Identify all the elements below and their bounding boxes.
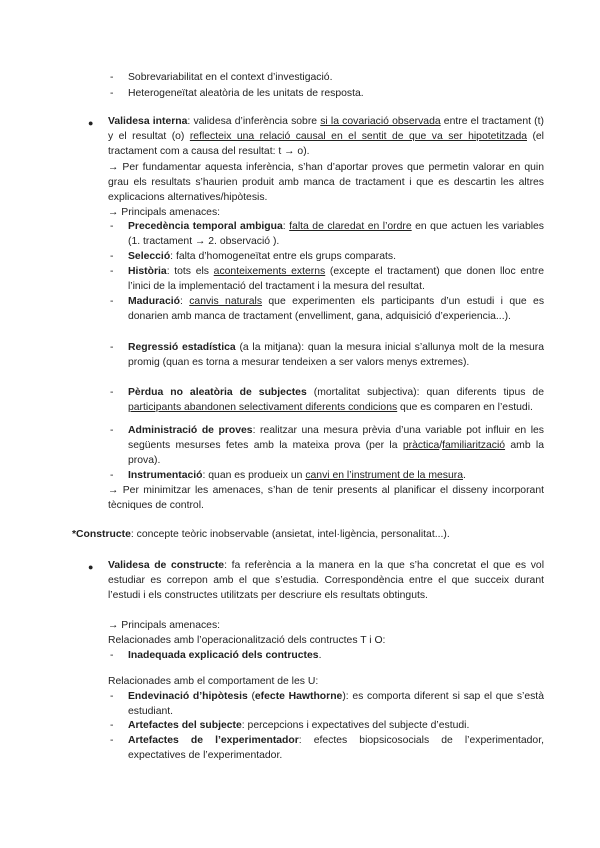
list-item [110,340,544,370]
dash-marker: - [110,650,114,661]
text-span: : [179,296,190,307]
text-span: amb la prova). [128,440,544,467]
dash-marker: - [110,221,114,232]
dash-marker: - [110,425,114,436]
dash-marker: - [110,251,114,262]
list-item [110,423,544,469]
validesa-constructe-section [108,558,544,604]
minimitzar-paragraph: → Per minimitzar les amenaces, s’han de tenir presents al planificar el disseny incorporant tècniques de control. [108,485,544,512]
text-span: : falta d’homogeneïtat entre els grups comparats. [170,251,397,262]
term-bold: Instrumentació [128,470,203,481]
text-span: ): es comporta diferent si sap el que s’està estudiant. [128,691,544,718]
term-bold: Història [128,266,167,277]
paragraph [72,527,544,542]
underlined-text: familiarització [442,440,506,452]
paragraph-amenaces: → Principals amenaces: [108,207,221,219]
term-bold: Endevinació d’hipòtesis [128,691,248,702]
dash-marker: - [110,342,114,353]
validesa-constructe-title: Validesa de constructe [108,560,225,571]
dash-marker: - [110,470,114,481]
list-item [110,264,545,294]
list-item [110,385,544,415]
text-span: en que actuen les variables (1. tractament → 2. observació ). [128,221,544,248]
text-span: : tots els [166,266,214,277]
list-item [110,219,544,249]
text-span: : [282,221,290,232]
paragraph-amenaces: → Principals amenaces: [108,620,221,631]
paragraph: Relacionades amb l’operacionalització dels contructes T i O: [108,635,386,647]
term-bold: Inadequada explicació dels contructes [128,650,319,661]
text-span: : quan es produeix un [202,470,306,481]
text-span: . [462,470,466,481]
text-span: : concepte teòric inobservable (ansietat, intel·ligència, personalitat...). [130,529,450,540]
paragraph: → Per fundamentar aquesta inferència, s’han d’aportar proves que permetin valorar en quin grau els resultats s’haurien produit amb manca de tractament i que es descartin les altres explicacions alternatives/hipòtesis. [108,161,544,204]
term-bold: Selecció [128,251,171,262]
underlined-text: reflecteix una relació causal en el sentit de que va ser hipotetitzada [189,131,527,143]
underlined-text: si la covariació observada [320,116,441,127]
underlined-text: pràctica [402,440,440,452]
validesa-interna-section [108,114,544,220]
bullet-icon: ● [88,118,94,128]
text-span: (excepte el tractament) que donen lloc entre l’inici de la implementació del tractament i la mesura del resultat. [128,266,545,293]
list-item [110,86,544,101]
dash-marker: - [110,88,114,99]
list-item [110,294,545,324]
validesa-interna-definition [108,114,544,160]
term-bold: Artefactes de l’experimentador [128,735,299,746]
term-bold: efecte Hawthorne [254,691,343,702]
text-span: entre el tractament (t) y el resultat (o) [108,116,544,143]
underlined-text: canvi en l’instrument de la mesura [305,470,463,481]
list-item-text: Heterogeneïtat aleatòria de les unitats de resposta. [128,88,364,99]
term-bold: Precedència temporal ambigua [128,221,283,232]
text-span: (el tractament com a causa del resultat: t → o). [108,131,544,158]
text-span: ( [247,691,255,702]
underlined-text: canvis naturals [189,296,263,307]
list-item [110,249,544,264]
list-item [110,70,544,85]
list-item-text: Sobrevariabilitat en el context d’investigació. [128,72,333,83]
dash-marker: - [110,296,114,307]
dash-marker: - [110,72,114,83]
text-span: : efectes biopsicosocials de l’experimentador, expectatives de l’experimentador. [128,735,544,762]
validesa-interna-title: Validesa interna [108,116,188,127]
list-item [110,648,544,663]
text-span: : percepcions i expectatives del subjecte d’estudi. [241,720,470,731]
underlined-text: falta de claredat en l’ordre [289,221,412,232]
text-span: que experimenten els participants d’un estudi i que es donarien amb manca de tractament (envelliment, gana, adquisició d’experiencia...). [128,296,545,323]
paragraph [108,483,544,513]
text-span: : realitzar una mesura prèvia d’una variable pot influir en les següents mesurses fetes amb la mateixa prova (per la [128,425,544,452]
text-span: : validesa d’inferència sobre [187,116,321,127]
underlined-text: participants abandonen selectivament diferents condicions [128,402,398,414]
term-bold: Pèrdua no aleatòria de subjectes [128,387,307,398]
text-span: que es comparen en l’estudi. [397,402,533,414]
list-item [110,733,544,763]
underlined-text: aconteixements externs [213,266,326,277]
term-bold: Artefactes del subjecte [128,720,242,731]
list-item [110,689,544,719]
term-bold: Maduració [128,296,180,307]
text-span: . [318,650,322,661]
text-span: (a la mitjana): quan la mesura inicial s’allunya molt de la mesura promig (quan es torna a mesurar tendeixen a ser valors menys extremes). [128,342,544,369]
list-item [110,468,544,483]
term-bold: Regressió estadística [128,342,236,353]
dash-marker: - [110,387,114,398]
dash-marker: - [110,266,114,277]
term-bold: *Constructe [72,529,131,540]
validesa-constructe-definition [108,558,544,604]
paragraph-comportament: Relacionades amb el comportament de les U: [108,676,319,687]
amenaces-block [108,618,544,648]
constructe-definition [72,527,544,542]
paragraph [108,674,544,689]
dash-marker: - [110,691,114,702]
text-span: / [439,440,443,452]
text-span: (mortalitat subjectiva): quan diferents tipus de [306,387,544,398]
text-span: : fa referència a la manera en la que s’ha concretat el que es vol estudiar es correpon amb el que s’estudia. Correspondència entre el que succeix durant l’estudi i els constructes utilitzats per descriure els resultats obtinguts. [108,560,544,602]
term-bold: Administració de proves [128,425,253,436]
bullet-icon: ● [88,562,94,572]
list-item [110,718,544,733]
dash-marker: - [110,735,114,746]
dash-marker: - [110,720,114,731]
